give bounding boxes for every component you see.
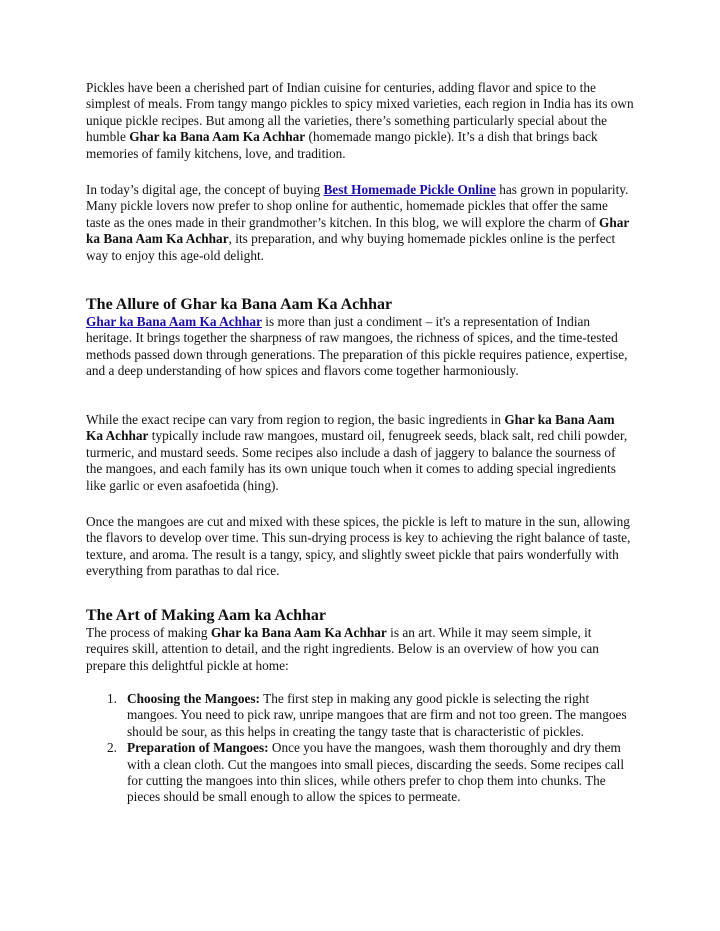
text-run: Pickles have been a cherished part of Indian cuisine for centuries, adding flavor and spice to the simplest of meals. From tangy mango pickles to spicy mixed varieties, each region in India has its own unique pickle recipes. But among all the varieties, there’s something particularly special about the humble: [86, 80, 634, 145]
text-run: , its preparation, and why buying homemade pickles online is the perfect way to enjoy this age-old delight.: [86, 231, 616, 263]
ghar-ka-bana-link[interactable]: Ghar ka Bana Aam Ka Achhar: [86, 314, 262, 329]
online-paragraph: [86, 182, 634, 264]
bold-term: Ghar ka Bana Aam Ka Achhar: [129, 129, 306, 145]
list-number: 1.: [107, 691, 117, 706]
sun-drying-paragraph: Once the mangoes are cut and mixed with these spices, the pickle is left to mature in the sun, allowing the flavors to develop over time. This sun-drying process is key to achieving the right balance of taste, texture, and aroma. The result is a tangy, spicy, and slightly sweet pickle that pairs wonderfully with everything from parathas to dal rice.: [86, 514, 631, 579]
list-item: [86, 691, 634, 740]
list-number: 2.: [107, 740, 117, 756]
text-run: In today’s digital age, the concept of buying: [86, 182, 324, 197]
list-item: [86, 740, 634, 806]
text-run: is more than just a condiment – it's a representation of Indian heritage. It brings together the sharpness of raw mangoes, the richness of spices, and the time-tested methods passed down through generations. The preparation of this pickle requires patience, expertise, and a deep understanding of how spices and flavors come together harmoniously.: [86, 314, 628, 379]
text-run: While the exact recipe can vary from region to region, the basic ingredients in: [86, 412, 505, 427]
best-homemade-pickle-link[interactable]: Best Homemade Pickle Online: [323, 182, 496, 197]
text-run: (homemade mango pickle). It’s a dish that brings back memories of family kitchens, love, and tradition.: [86, 129, 598, 161]
steps-list: [86, 691, 634, 806]
step-title: Choosing the Mangoes:: [127, 691, 260, 706]
section-heading-allure: The Allure of Ghar ka Bana Aam Ka Achhar: [86, 296, 393, 314]
bold-term: Ghar ka Bana Aam Ka Achhar: [86, 412, 615, 444]
intro-paragraph: [86, 80, 634, 162]
text-run: The process of making: [86, 625, 211, 640]
step-title: Preparation of Mangoes:: [127, 740, 269, 756]
section-heading-art: The Art of Making Aam ka Achhar: [86, 607, 327, 625]
ingredients-paragraph: [86, 412, 634, 494]
text-run: has grown in popularity. Many pickle lovers now prefer to shop online for authentic, homemade pickles that offer the same taste as the ones made in their grandmother’s kitchen. In this blog, we will explore the charm of: [86, 182, 629, 230]
text-run: typically include raw mangoes, mustard oil, fenugreek seeds, black salt, red chili powder, turmeric, and mustard seeds. Some recipes also include a dash of jaggery to balance the sourness of the mangoes, and each family has its own unique touch when it comes to adding special ingredients like garlic or even asafoetida (hing).: [86, 428, 628, 493]
process-paragraph: [86, 625, 634, 674]
bold-term: Ghar ka Bana Aam Ka Achhar: [210, 625, 387, 640]
text-run: is an art. While it may seem simple, it requires skill, attention to detail, and the right ingredients. Below is an overview of how you can prepare this delightful pickle at home:: [86, 625, 599, 673]
bold-term: Ghar ka Bana Aam Ka Achhar: [86, 214, 630, 247]
step-text: Once you have the mangoes, wash them thoroughly and dry them with a clean cloth. Cut the mangoes into small pieces, discarding the seeds. Some recipes call for cutting the mangoes into thin slices, while others prefer to chop them into chunks. The pieces should be small enough to allow the spices to permeate.: [127, 740, 625, 805]
allure-paragraph: [86, 314, 634, 380]
step-text: The first step in making any good pickle is selecting the right mangoes. You need to pick raw, unripe mangoes that are firm and not too green. The mangoes should be sour, as this helps in creating the tangy taste that is characteristic of pickles.: [127, 691, 627, 739]
